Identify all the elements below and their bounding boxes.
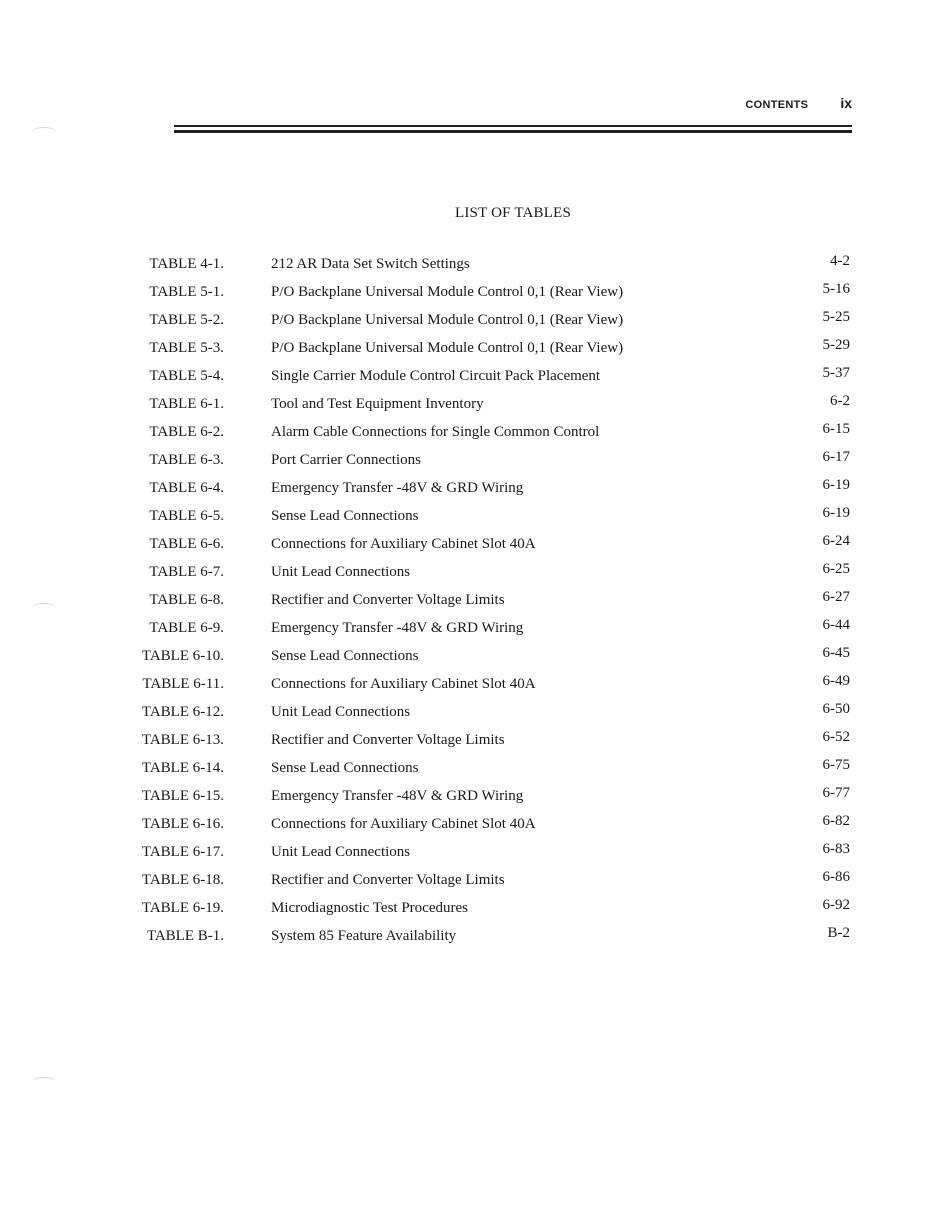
table-list-entry [141,784,850,812]
table-title: Unit Lead Connections [271,564,411,580]
table-page-number: 6-27 [822,589,850,605]
table-number: TABLE 6-19. [141,900,224,916]
table-number: TABLE 6-15. [141,788,224,804]
table-title: P/O Backplane Universal Module Control 0,1 (Rear View) [271,284,624,300]
table-list-entry [141,868,850,896]
table-page-number: 4-2 [830,253,850,269]
table-page-number: 5-37 [822,365,850,381]
page-title: LIST OF TABLES [454,205,572,221]
table-title: Alarm Cable Connections for Single Common Control [271,424,600,440]
table-page-number: 6-49 [822,673,850,689]
table-title: Emergency Transfer -48V & GRD Wiring [271,620,524,636]
table-number: TABLE 5-2. [149,312,224,328]
table-page-number: 6-25 [822,561,850,577]
table-page-number: 6-45 [822,645,850,661]
table-list-entry [149,476,850,504]
table-page-number: 6-83 [822,841,850,857]
table-list-entry [146,924,850,952]
table-number: TABLE 6-9. [149,620,224,636]
table-number: TABLE 6-17. [141,844,224,860]
table-list-entry [141,756,850,784]
table-number: TABLE 6-11. [142,676,224,692]
table-page-number: 6-92 [822,897,850,913]
table-list-entry [141,644,850,672]
table-page-number: 6-75 [822,757,850,773]
table-number: TABLE 6-3. [149,452,224,468]
table-list-entry [149,336,850,364]
table-number: TABLE 5-1. [149,284,224,300]
table-title: Connections for Auxiliary Cabinet Slot 40A [271,816,536,832]
table-title: Rectifier and Converter Voltage Limits [271,592,505,608]
table-page-number: B-2 [827,925,850,941]
table-page-number: 6-19 [822,477,850,493]
table-list-entry [149,392,850,420]
table-title: System 85 Feature Availability [271,928,457,944]
table-number: TABLE 6-13. [141,732,224,748]
table-title: Sense Lead Connections [271,760,419,776]
table-number: TABLE 6-10. [141,648,224,664]
table-page-number: 6-24 [822,533,850,549]
table-list-entry [141,812,850,840]
table-title: Single Carrier Module Control Circuit Pack Placement [271,368,601,384]
table-list-entry [149,252,850,280]
table-page-number: 6-44 [822,617,850,633]
binder-hole-mark [32,603,56,612]
header-rule-thin [174,125,852,127]
table-title: Unit Lead Connections [271,704,411,720]
table-number: TABLE 5-4. [149,368,224,384]
binder-hole-mark [32,127,56,136]
table-page-number: 6-19 [822,505,850,521]
table-title: Sense Lead Connections [271,508,419,524]
header-rule-thick [174,130,852,133]
table-title: 212 AR Data Set Switch Settings [271,256,470,272]
table-list-entry [149,588,850,616]
table-list-entry [149,532,850,560]
table-number: TABLE 4-1. [149,256,224,272]
table-number: TABLE 6-8. [149,592,224,608]
binder-hole-mark [32,1077,56,1086]
table-page-number: 6-15 [822,421,850,437]
table-page-number: 6-86 [822,869,850,885]
table-title: Connections for Auxiliary Cabinet Slot 40A [271,536,536,552]
table-number: TABLE 6-2. [149,424,224,440]
table-list-entry [142,672,850,700]
table-list-entry [149,364,850,392]
table-title: Rectifier and Converter Voltage Limits [271,732,505,748]
table-list [141,252,850,952]
table-page-number: 6-52 [822,729,850,745]
table-list-entry [141,896,850,924]
table-list-entry [141,700,850,728]
table-number: TABLE 6-1. [149,396,224,412]
table-page-number: 6-77 [822,785,850,801]
table-number: TABLE B-1. [146,928,224,944]
table-title: Tool and Test Equipment Inventory [271,396,484,412]
table-number: TABLE 6-5. [149,508,224,524]
table-number: TABLE 6-7. [149,564,224,580]
table-number: TABLE 5-3. [149,340,224,356]
table-title: P/O Backplane Universal Module Control 0,1 (Rear View) [271,340,624,356]
table-list-entry [149,504,850,532]
table-page-number: 6-2 [830,393,850,409]
table-page-number: 6-82 [822,813,850,829]
table-page-number: 6-50 [822,701,850,717]
table-list-entry [149,280,850,308]
table-title: Rectifier and Converter Voltage Limits [271,872,505,888]
table-number: TABLE 6-12. [141,704,224,720]
table-list-entry [149,616,850,644]
table-page-number: 5-16 [822,281,850,297]
table-number: TABLE 6-18. [141,872,224,888]
table-number: TABLE 6-6. [149,536,224,552]
running-header [745,95,852,111]
header-page-number: ix [840,95,852,111]
table-list-entry [149,420,850,448]
table-title: Emergency Transfer -48V & GRD Wiring [271,480,524,496]
table-page-number: 5-29 [822,337,850,353]
table-list-entry [149,448,850,476]
table-number: TABLE 6-4. [149,480,224,496]
table-list-entry [149,560,850,588]
table-title: Connections for Auxiliary Cabinet Slot 40A [271,676,536,692]
table-list-entry [141,840,850,868]
table-list-entry [149,308,850,336]
table-page-number: 5-25 [822,309,850,325]
table-title: Port Carrier Connections [271,452,421,468]
table-number: TABLE 6-14. [141,760,224,776]
table-number: TABLE 6-16. [141,816,224,832]
table-title: Sense Lead Connections [271,648,419,664]
table-title: Unit Lead Connections [271,844,411,860]
table-title: Microdiagnostic Test Procedures [271,900,468,916]
header-section-label: CONTENTS [745,99,809,111]
table-page-number: 6-17 [822,449,850,465]
table-title: Emergency Transfer -48V & GRD Wiring [271,788,524,804]
table-title: P/O Backplane Universal Module Control 0,1 (Rear View) [271,312,624,328]
table-list-entry [141,728,850,756]
